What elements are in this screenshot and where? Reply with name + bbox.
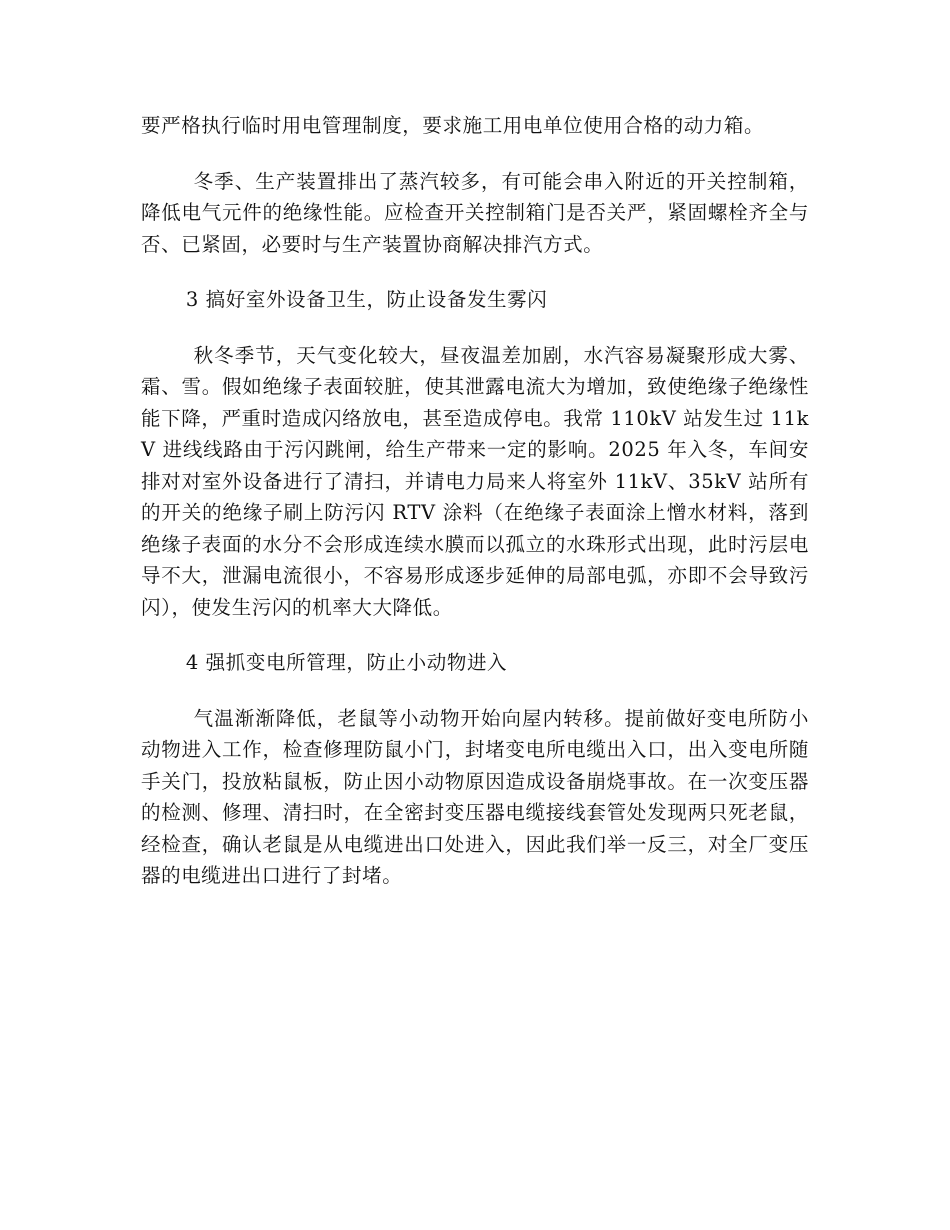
document-body	[141, 110, 809, 892]
section-heading-3: 3 搞好室外设备卫生，防止设备发生雾闪	[185, 288, 548, 311]
paragraph-gap	[141, 679, 809, 703]
paragraph-gap	[141, 260, 809, 284]
paragraph-gap	[141, 623, 809, 647]
paragraph-gap	[141, 142, 809, 166]
paragraph-winter-steam: 冬季、生产装置排出了蒸汽较多，有可能会串入附近的开关控制箱，降低电气元件的绝缘性能。应检查开关控制箱门是否关严，紧固螺栓齐全与否、已紧固，必要时与生产装置协商解决排汽方式。	[141, 169, 809, 256]
paragraph-gap	[141, 316, 809, 340]
paragraph-power-box: 要严格执行临时用电管理制度，要求施工用电单位使用合格的动力箱。	[141, 114, 765, 137]
paragraph-small-animals: 气温渐渐降低，老鼠等小动物开始向屋内转移。提前做好变电所防小动物进入工作，检查修理防鼠小门，封堵变电所电缆出入口，出入变电所随手关门，投放粘鼠板，防止因小动物原因造成设备崩烧事故。在一次变压器的检测、修理、清扫时，在全密封变压器电缆接线套管处发现两只死老鼠，经检查，确认老鼠是从电缆进出口处进入，因此我们举一反三，对全厂变压器的电缆进出口进行了封堵。	[141, 706, 809, 887]
paragraph-fog-flashover: 秋冬季节，天气变化较大，昼夜温差加剧，水汽容易凝聚形成大雾、霜、雪。假如绝缘子表面较脏，使其泄露电流大为增加，致使绝缘子绝缘性能下降，严重时造成闪络放电，甚至造成停电。我常 110kV 站发生过 11kV 进线线路由于污闪跳闸，给生产带来一定的影响。2025 年入冬，车间安排对对室外设备进行了清扫，并请电力局来人将室外 11kV、35kV 站所有的开关的绝缘子刷上防污闪 RTV 涂料（在绝缘子表面涂上憎水材料，落到绝缘子表面的水分不会形成连续水膜而以孤立的水珠形式出现，此时污层电导不大，泄漏电流很小，不容易形成逐步延伸的局部电弧，亦即不会导致污闪），使发生污闪的机率大大降低。	[141, 343, 809, 619]
section-heading-4: 4 强抓变电所管理，防止小动物进入	[185, 651, 508, 674]
